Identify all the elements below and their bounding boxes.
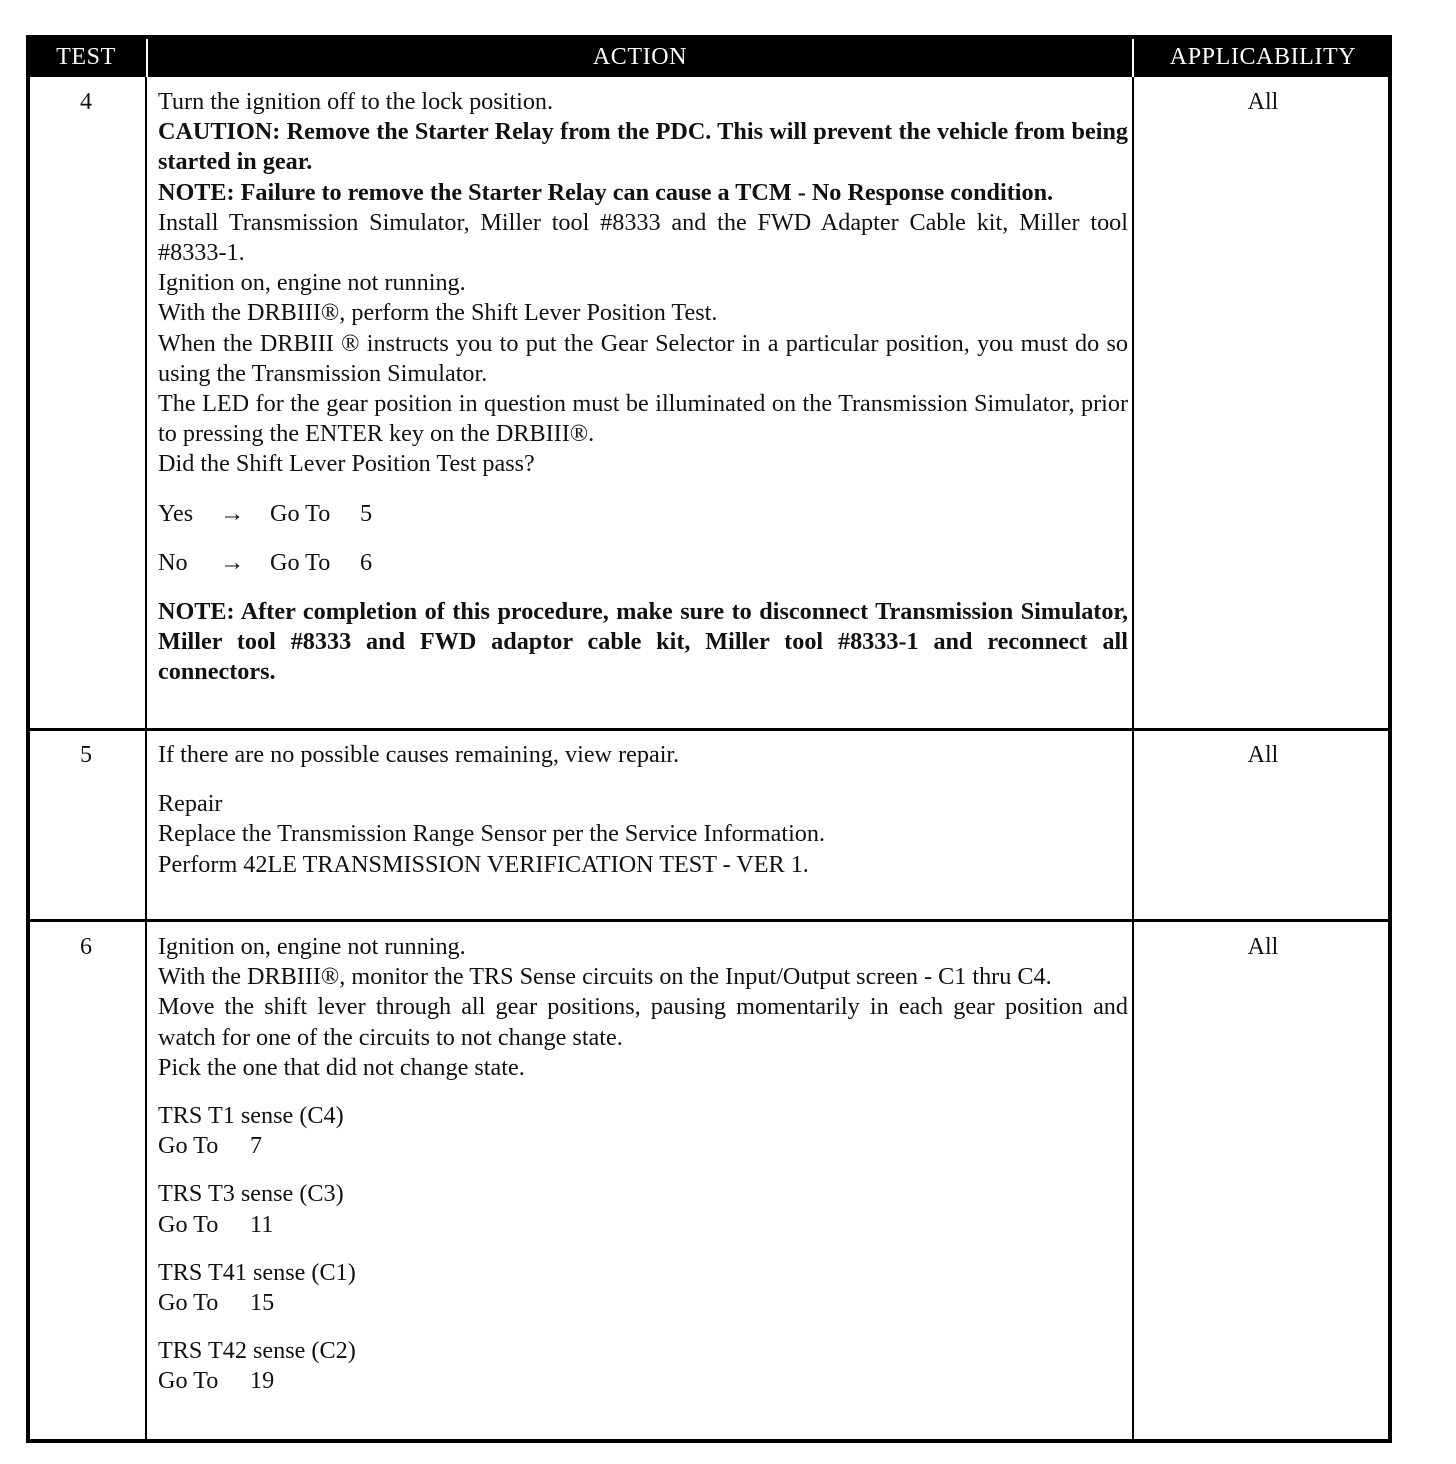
action-line: Pick the one that did not change state. bbox=[158, 1053, 525, 1081]
header-test: TEST bbox=[56, 44, 116, 70]
action-line: Ignition on, engine not running. bbox=[158, 933, 466, 960]
goto-target: 7 bbox=[250, 1132, 263, 1160]
option-goto bbox=[158, 1131, 1128, 1161]
arrow-right-icon: → bbox=[220, 499, 245, 527]
caution-text: CAUTION: Remove the Starter Relay from the PDC. This will prevent the vehicle from being started in gear. bbox=[158, 118, 1128, 176]
action-line: Turn the ignition off to the lock position. bbox=[158, 88, 554, 115]
table-header bbox=[26, 35, 1392, 77]
repair-line: Replace the Transmission Range Sensor per the Service Information. bbox=[158, 820, 826, 848]
option-label: TRS T41 sense (C1) bbox=[158, 1258, 356, 1286]
arrow-right-icon: → bbox=[220, 548, 245, 576]
applicability-value: All bbox=[1247, 89, 1279, 115]
test-number: 4 bbox=[80, 89, 92, 115]
action-line: Install Transmission Simulator, Miller tool #8333 and the FWD Adapter Cable kit, Miller tool #8333-1. bbox=[158, 208, 1128, 267]
goto-target: 11 bbox=[250, 1210, 274, 1238]
goto-target: 15 bbox=[250, 1289, 275, 1317]
applicability-value: All bbox=[1247, 934, 1279, 960]
option-goto bbox=[158, 1366, 1128, 1396]
goto-text: Go To bbox=[158, 1289, 219, 1317]
action-line: With the DRBIII®, monitor the TRS Sense circuits on the Input/Output screen - C1 thru C4. bbox=[158, 963, 1052, 991]
action-line: With the DRBIII®, perform the Shift Lever Position Test. bbox=[158, 299, 718, 327]
choice-no bbox=[158, 548, 1128, 578]
action-line: Ignition on, engine not running. bbox=[158, 269, 466, 297]
option-goto bbox=[158, 1210, 1128, 1240]
action-cell-test-4 bbox=[158, 87, 1128, 688]
action-line: The LED for the gear position in question must be illuminated on the Transmission Simulator, prior to pressing the ENTER key on the DRBIII®. bbox=[158, 390, 1128, 448]
row-divider bbox=[26, 919, 1392, 922]
goto-text: Go To bbox=[270, 499, 331, 527]
row-divider bbox=[26, 728, 1392, 731]
goto-target: 5 bbox=[360, 499, 373, 527]
goto-target: 6 bbox=[360, 548, 373, 576]
action-cell-test-5 bbox=[158, 740, 1128, 880]
header-applicability: APPLICABILITY bbox=[1169, 44, 1357, 70]
question-text: Did the Shift Lever Position Test pass? bbox=[158, 450, 535, 478]
option-label: TRS T1 sense (C4) bbox=[158, 1102, 344, 1130]
action-cell-test-6 bbox=[158, 932, 1128, 1397]
goto-text: Go To bbox=[270, 548, 331, 576]
header-action: ACTION bbox=[592, 44, 688, 70]
action-line: Move the shift lever through all gear positions, pausing momentarily in each gear position and watch for one of the circuits to not change state. bbox=[158, 993, 1128, 1051]
test-number: 6 bbox=[80, 934, 92, 960]
choice-label: No bbox=[158, 548, 188, 576]
action-line: If there are no possible causes remaining, view repair. bbox=[158, 741, 680, 768]
goto-text: Go To bbox=[158, 1210, 219, 1238]
goto-text: Go To bbox=[158, 1367, 219, 1395]
diagnostic-table bbox=[26, 35, 1392, 1443]
test-number: 5 bbox=[80, 742, 92, 768]
option-label: TRS T42 sense (C2) bbox=[158, 1337, 356, 1365]
goto-target: 19 bbox=[250, 1367, 275, 1395]
choice-label: Yes bbox=[158, 499, 194, 527]
option-goto bbox=[158, 1288, 1128, 1318]
goto-text: Go To bbox=[158, 1132, 219, 1160]
repair-label: Repair bbox=[158, 790, 223, 818]
repair-line: Perform 42LE TRANSMISSION VERIFICATION TEST - VER 1. bbox=[158, 850, 809, 878]
action-line: When the DRBIII ® instructs you to put the Gear Selector in a particular position, you must do so using the Transmission Simulator. bbox=[158, 329, 1128, 387]
note-text: NOTE: Failure to remove the Starter Relay can cause a TCM - No Response condition. bbox=[158, 178, 1054, 206]
choice-yes bbox=[158, 499, 1128, 529]
option-label: TRS T3 sense (C3) bbox=[158, 1180, 344, 1208]
applicability-value: All bbox=[1247, 742, 1279, 768]
note-text: NOTE: After completion of this procedure, make sure to disconnect Transmission Simulator, Miller tool #8333 and FWD adaptor cable kit, Miller tool #8333-1 and reconnect all connectors. bbox=[158, 598, 1128, 686]
